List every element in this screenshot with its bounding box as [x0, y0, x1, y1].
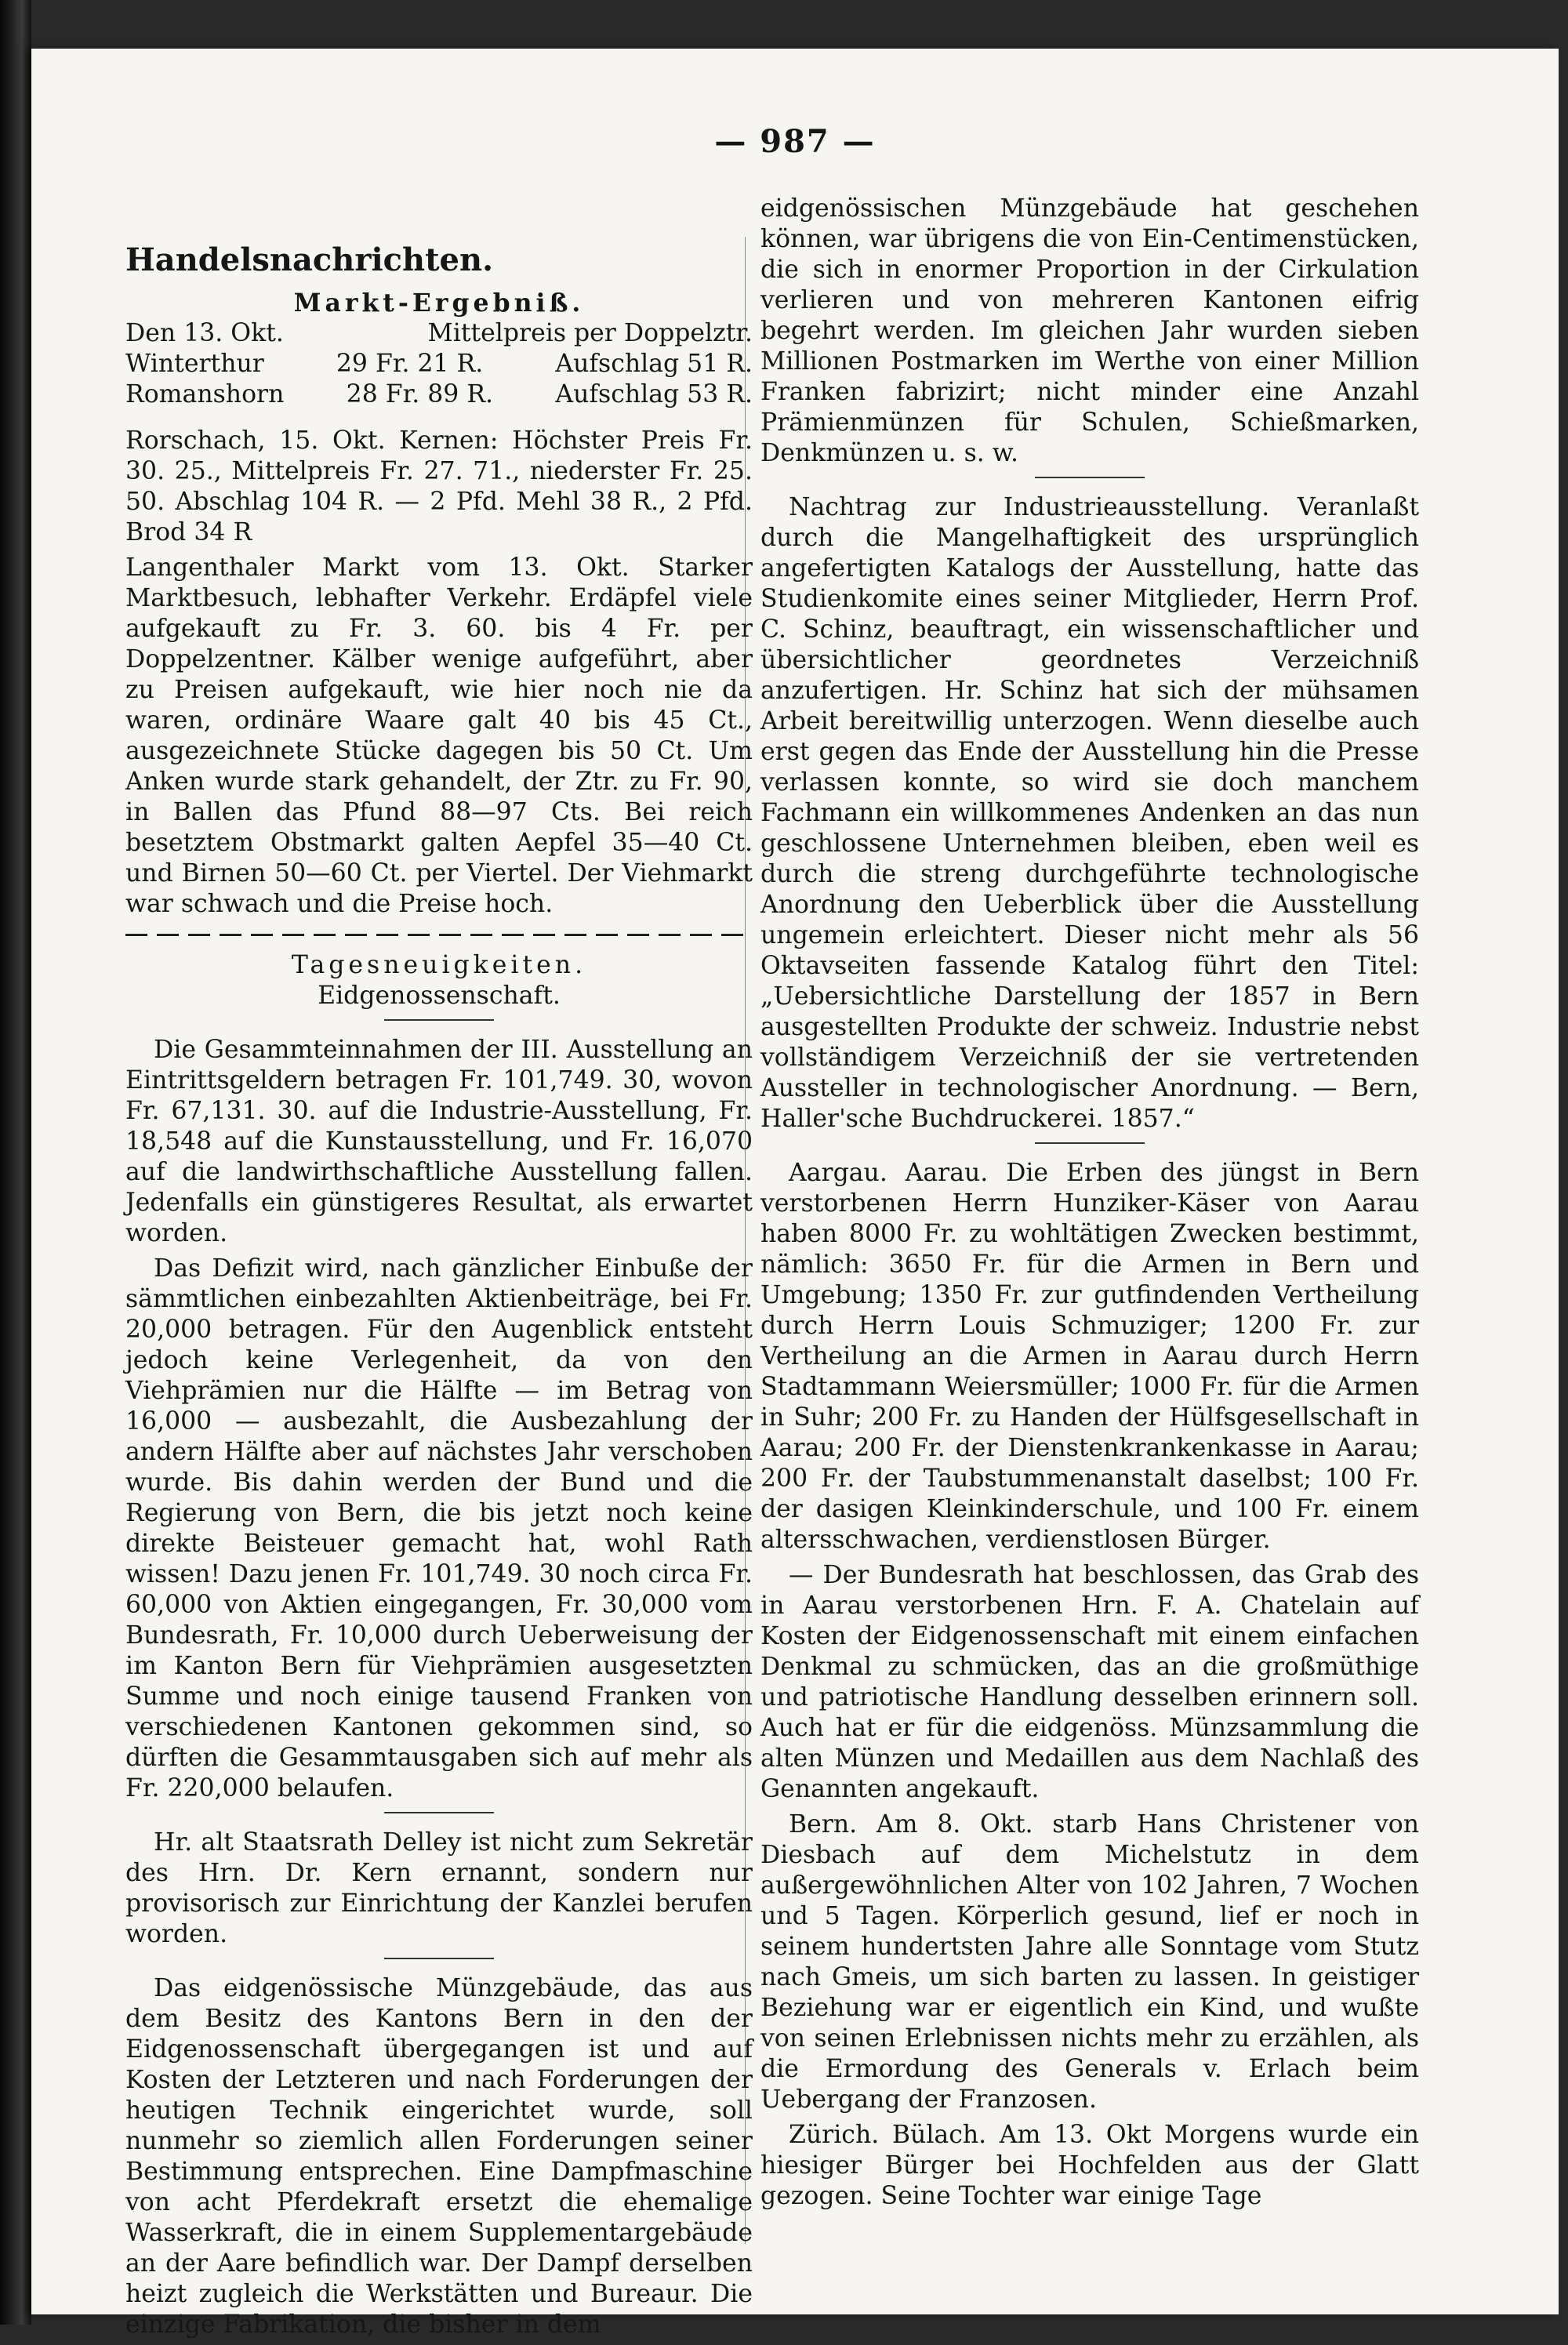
market-date: Den 13. Okt.	[125, 319, 284, 347]
market-place: Romanshorn	[125, 380, 285, 408]
market-row	[125, 379, 753, 410]
page-number: — 987 —	[714, 123, 876, 160]
market-title: Markt-Ergebniß.	[293, 289, 585, 318]
short-rule	[384, 1812, 494, 1813]
news-title: Tagesneuigkeiten.	[291, 951, 587, 979]
market-row	[125, 349, 753, 379]
section-rule	[125, 934, 753, 936]
market-header-row	[125, 318, 753, 349]
paragraph-rorschach: Rorschach, 15. Okt. Kernen: Höchster Preis Fr. 30. 25., Mittelpreis Fr. 27. 71., niederster Fr. 25. 50. Abschlag 104 R. — 2 Pfd. Mehl 38 R., 2 Pfd. Brod 34 R	[125, 427, 753, 546]
market-change: Aufschlag 51 R.	[555, 350, 753, 378]
paragraph: Das Defizit wird, nach gänzlicher Einbuße der sämmtlichen einbezahlten Aktienbeiträge, bei Fr. 20,000 betragen. Für den Augenblick entsteht jedoch keine Verlegenheit, da von den Viehprämien nur die Hälfte — im Betrag von 16,000 — ausbezahlt, die Ausbezahlung der andern Hälfte aber auf nächstes Jahr verschoben wurde. Bis dahin werden der Bund und die Regierung von Bern, die bis jetzt noch keine direkte Beisteuer gemacht hat, wohl Rath wissen! Dazu jenen Fr. 101,749. 30 noch circa Fr. 60,000 von Aktien eingegangen, Fr. 30,000 vom Bundesrath, Fr. 10,000 durch Ueberweisung der im Kanton Bern für Viehprämien ausgesetzten Summe und noch einige tausend Franken von verschiedenen Kantonen gekommen sind, so dürften die Gesammtausgaben sich auf mehr als Fr. 220,000 belaufen.	[125, 1254, 753, 1802]
short-rule	[1035, 1142, 1145, 1144]
short-rule	[1035, 477, 1145, 478]
paragraph-langenthal: Langenthaler Markt vom 13. Okt. Starker Marktbesuch, lebhafter Verkehr. Erdäpfel viele aufgekauft zu Fr. 3. 60. bis 4 Fr. per Doppelzentner. Kälber wenige aufgeführt, aber zu Preisen aufgekauft, wie hier noch nie da waren, ordinäre Waare galt 40 bis 45 Ct., ausgezeichnete Stücke dagegen bis 50 Ct. Um Anken wurde stark gehandelt, der Ztr. zu Fr. 90, in Ballen das Pfund 88—97 Cts. Bei reich besetztem Obstmarkt galten Aepfel 35—40 Ct. und Birnen 50—60 Ct. per Viertel. Der Viehmarkt war schwach und die Preise hoch.	[125, 554, 753, 918]
market-change: Aufschlag 53 R.	[555, 380, 753, 408]
paragraph-nachtrag: Nachtrag zur Industrieausstellung. Veranlaßt durch die Mangelhaftigkeit des ursprünglich angefertigten Katalogs der Ausstellung, hatte das Studienkomite eines seiner Mitglieder, Herrn Prof. C. Schinz, beauftragt, ein wissenschaftlicher und übersichtlicher geordnetes Verzeichniß anzufertigen. Hr. Schinz hat sich der mühsamen Arbeit bereitwillig unterzogen. Wenn dieselbe auch erst gegen das Ende der Ausstellung hin die Presse verlassen konnte, so wird sie doch manchem Fachmann ein willkommenes Andenken an das nun geschlossene Unternehmen bleiben, eben weil es durch die streng durchgeführte technologische Anordnung den Ueberblick über die Ausstellung ungemein erleichtert. Dieser nicht mehr als 56 Oktavseiten fassende Katalog führt den Titel: „Uebersichtliche Darstellung der 1857 in Bern ausgestellten Produkte der schweiz. Industrie nebst vollständigem Verzeichniß der sie vertretenden Aussteller in technologischer Anordnung. — Bern, Haller'sche Buchdruckerei. 1857.“	[760, 493, 1419, 1133]
heading-handelsnachrichten: Handelsnachrichten.	[125, 241, 494, 278]
book-spine	[0, 0, 31, 2325]
paragraph: Das eidgenössische Münzgebäude, das aus dem Besitz des Kantons Bern in den der Eidgenossenschaft übergegangen ist und auf Kosten der Letzteren und nach Forderungen der heutigen Technik eingerichtet wurde, soll nunmehr so ziemlich allen Forderungen seiner Bestimmung entsprechen. Eine Dampfmaschine von acht Pferdekraft ersetzt die ehemalige Wasserkraft, die in einem Supplementargebäude an der Aare befindlich war. Der Dampf derselben heizt zugleich die Werkstätten und Bureaur. Die einzige Fabrikation, die bisher in dem	[125, 1974, 753, 2339]
paragraph: Hr. alt Staatsrath Delley ist nicht zum Sekretär des Hrn. Dr. Kern ernannt, sondern nur provisorisch zur Einrichtung der Kanzlei berufen worden.	[125, 1828, 753, 1948]
paragraph-zuerich: Zürich. Bülach. Am 13. Okt Morgens wurde ein hiesiger Bürger bei Hochfelden aus der Glatt gezogen. Seine Tochter war einige Tage	[760, 2121, 1419, 2210]
paragraph-aargau: Aargau. Aarau. Die Erben des jüngst in Bern verstorbenen Herrn Hunziker-Käser von Aarau haben 8000 Fr. zu wohltätigen Zwecken bestimmt, nämlich: 3650 Fr. für die Armen in Bern und Umgebung; 1350 Fr. zur gutfindenden Vertheilung durch Herrn Louis Schmuziger; 1200 Fr. zur Vertheilung an die Armen in Aarau durch Herrn Stadtammann Weiersmüller; 1000 Fr. für die Armen in Suhr; 200 Fr. zu Handen der Hülfsgesellschaft in Aarau; 200 Fr. der Dienstenkrankenkasse in Aarau; 200 Fr. der Taubstummenanstalt daselbst; 100 Fr. der dasigen Kleinkinderschule, und 100 Fr. einem altersschwachen, verdienstlosen Bürger.	[760, 1159, 1419, 1554]
market-price-label: Mittelpreis per Doppelztr.	[427, 319, 753, 347]
paragraph-bundesrath: — Der Bundesrath hat beschlossen, das Grab des in Aarau verstorbenen Hrn. F. A. Chatelain auf Kosten der Eidgenossenschaft mit einem einfachen Denkmal zu schmücken, das an die großmüthige und patriotische Handlung desselben erinnern soll. Auch hat er für die eidgenöss. Münzsammlung die alten Münzen und Medaillen aus dem Nachlaß des Genannten angekauft.	[760, 1561, 1419, 1803]
market-place: Winterthur	[125, 350, 264, 378]
right-column	[760, 194, 1419, 2216]
paragraph: eidgenössischen Münzgebäude hat geschehen können, war übrigens die von Ein-Centimenstücken, die sich in enormer Proportion in der Cirkulation verlieren und von mehreren Kantonen eifrig begehrt werden. Im gleichen Jahr wurden sieben Millionen Postmarken im Werthe von einer Million Franken fabrizirt; nicht minder eine Anzahl Prämienmünzen für Schulen, Schießmarken, Denkmünzen u. s. w.	[760, 194, 1419, 467]
market-price: 28 Fr. 89 R.	[346, 380, 494, 408]
short-rule	[384, 1019, 494, 1021]
paragraph-bern: Bern. Am 8. Okt. starb Hans Christener von Diesbach auf dem Michelstutz in dem außergewöhnlichen Alter von 102 Jahren, 7 Wochen und 5 Tagen. Körperlich gesund, lief er noch in seinem hundertsten Jahre alle Sonntage vom Stutz nach Gmeis, um sich barten zu lassen. In geistiger Beziehung war er eigentlich ein Kind, und wußte von seinen Erlebnissen nichts mehr zu erzählen, als die Ermordung des Generals v. Erlach beim Uebergang der Franzosen.	[760, 1810, 1419, 2114]
paragraph: Die Gesammteinnahmen der III. Ausstellung an Eintrittsgeldern betragen Fr. 101,749. 30, wovon Fr. 67,131. 30. auf die Industrie-Ausstellung, Fr. 18,548 auf die Kunstausstellung, und Fr. 16,070 auf die landwirthschaftliche Ausstellung fallen. Jedenfalls ein günstigeres Resultat, als erwartet worden.	[125, 1036, 753, 1247]
market-price: 29 Fr. 21 R.	[336, 350, 484, 378]
newspaper-page	[31, 49, 1559, 2339]
section-title: Eidgenossenschaft.	[318, 982, 561, 1010]
short-rule	[384, 1958, 494, 1959]
left-column	[125, 194, 753, 2345]
